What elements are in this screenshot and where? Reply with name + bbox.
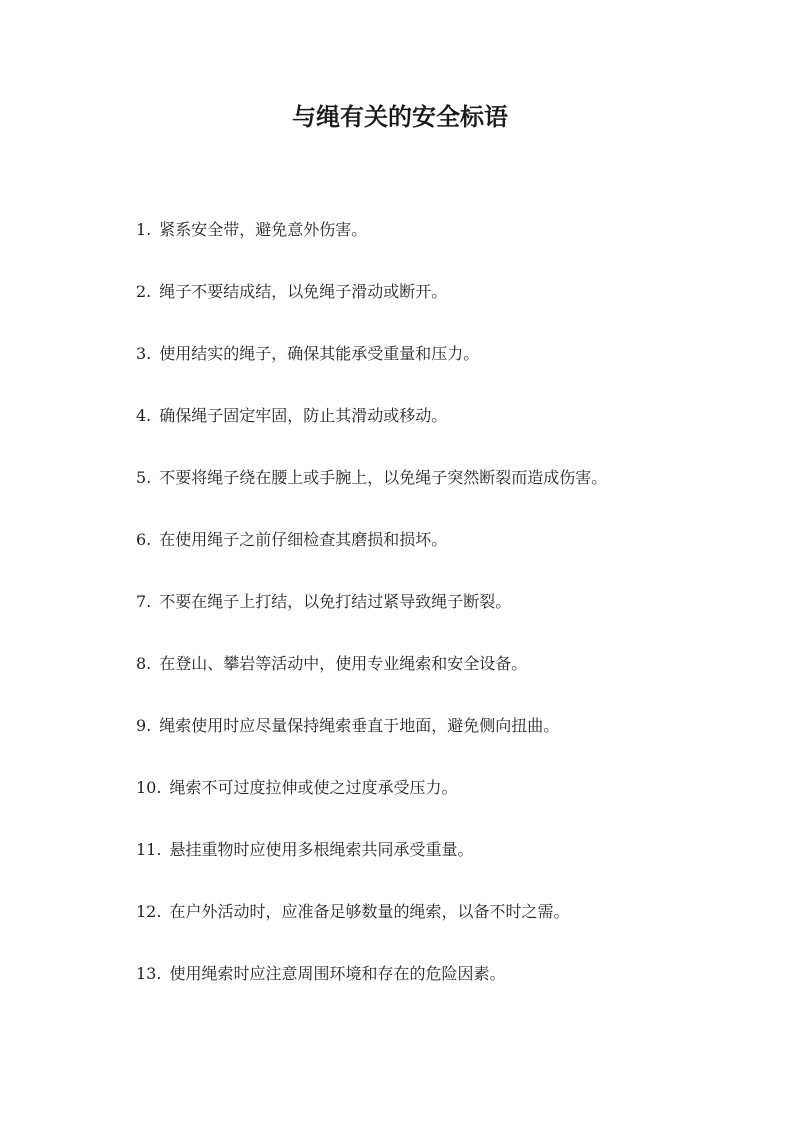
list-item [136, 404, 736, 466]
item-text: 使用结实的绳子，确保其能承受重量和压力。 [159, 344, 480, 363]
item-number: 5. [136, 468, 152, 487]
list-item [136, 466, 736, 528]
item-number: 6. [136, 530, 152, 549]
item-number: 13. [136, 964, 162, 983]
item-number: 10. [136, 778, 162, 797]
item-text: 在户外活动时，应准备足够数量的绳索，以备不时之需。 [169, 902, 570, 921]
item-number: 8. [136, 654, 152, 673]
item-number: 9. [136, 716, 152, 735]
list-item [136, 838, 736, 900]
item-number: 4. [136, 406, 152, 425]
item-text: 确保绳子固定牢固，防止其滑动或移动。 [159, 406, 448, 425]
list-item [136, 218, 736, 280]
item-text: 不要在绳子上打结，以免打结过紧导致绳子断裂。 [159, 592, 512, 611]
list-item [136, 776, 736, 838]
item-number: 1. [136, 220, 152, 239]
item-number: 12. [136, 902, 162, 921]
item-text: 在登山、攀岩等活动中，使用专业绳索和安全设备。 [159, 654, 528, 673]
item-text: 不要将绳子绕在腰上或手腕上，以免绳子突然断裂而造成伤害。 [159, 468, 608, 487]
list-item [136, 342, 736, 404]
page-title: 与绳有关的安全标语 [292, 102, 508, 131]
item-text: 绳索不可过度拉伸或使之过度承受压力。 [169, 778, 458, 797]
list-item [136, 280, 736, 342]
list-item [136, 962, 736, 1024]
item-number: 11. [136, 840, 162, 859]
item-text: 使用绳索时应注意周围环境和存在的危险因素。 [169, 964, 506, 983]
item-number: 2. [136, 282, 152, 301]
item-number: 7. [136, 592, 152, 611]
item-text: 绳子不要结成结，以免绳子滑动或断开。 [159, 282, 448, 301]
list-item [136, 652, 736, 714]
list-item [136, 714, 736, 776]
list-item [136, 528, 736, 590]
slogan-list [136, 218, 736, 1024]
item-text: 绳索使用时应尽量保持绳索垂直于地面，避免侧向扭曲。 [159, 716, 560, 735]
item-text: 悬挂重物时应使用多根绳索共同承受重量。 [169, 840, 474, 859]
item-text: 在使用绳子之前仔细检查其磨损和损坏。 [159, 530, 448, 549]
item-number: 3. [136, 344, 152, 363]
list-item [136, 590, 736, 652]
item-text: 紧系安全带，避免意外伤害。 [159, 220, 368, 239]
list-item [136, 900, 736, 962]
